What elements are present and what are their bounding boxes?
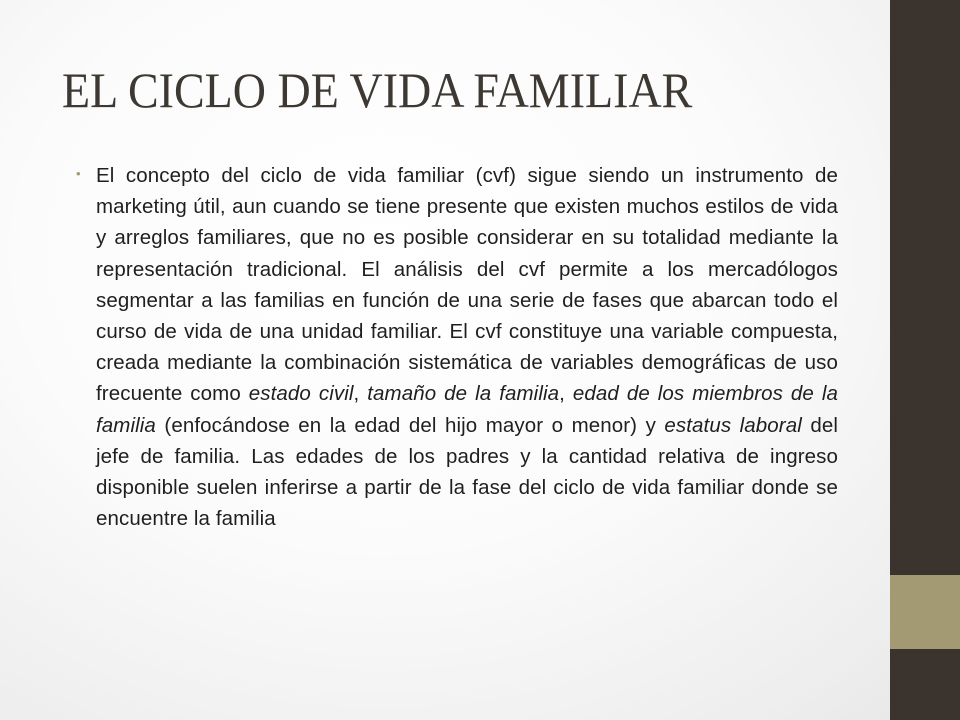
paragraph-segment: (enfocándose en la edad del hijo mayor o menor) y <box>155 413 665 437</box>
paragraph-segment: , <box>353 382 368 406</box>
bullet-list <box>76 160 839 534</box>
paragraph-italic-segment: estado civil <box>248 382 354 406</box>
sidebar-accent-block <box>890 575 960 649</box>
paragraph-segment: El concepto del ciclo de vida familiar (cvf) sigue siendo un instrumento de marketing útil, aun cuando se tiene presente que existen muchos estilos de vida y arreglos familiares, que no es posible considerar en su totalidad mediante la representación tradicional. El análisis del cvf permite a los mercadólogos segmentar a las familias en función de una serie de fases que abarcan todo el curso de vida de una unidad familiar. El cvf constituye una variable compuesta, creada mediante la combinación sistemática de variables demográficas de uso frecuente como <box>96 164 838 406</box>
bullet-icon: • <box>76 166 81 181</box>
paragraph-italic-segment: estatus laboral <box>664 413 802 437</box>
bullet-paragraph <box>96 160 838 534</box>
paragraph-italic-segment: tamaño de la familia <box>367 382 560 406</box>
paragraph-italic-segment: edad de los miembros de la familia <box>96 382 839 437</box>
slide-title: EL CICLO DE VIDA FAMILIAR <box>62 62 693 118</box>
paragraph-segment: del jefe de familia. Las edades de los padres y la cantidad relativa de ingreso disponible suelen inferirse a partir de la fase del ciclo de vida familiar donde se encuentre la familia <box>96 413 839 531</box>
paragraph-segment: , <box>559 382 573 406</box>
